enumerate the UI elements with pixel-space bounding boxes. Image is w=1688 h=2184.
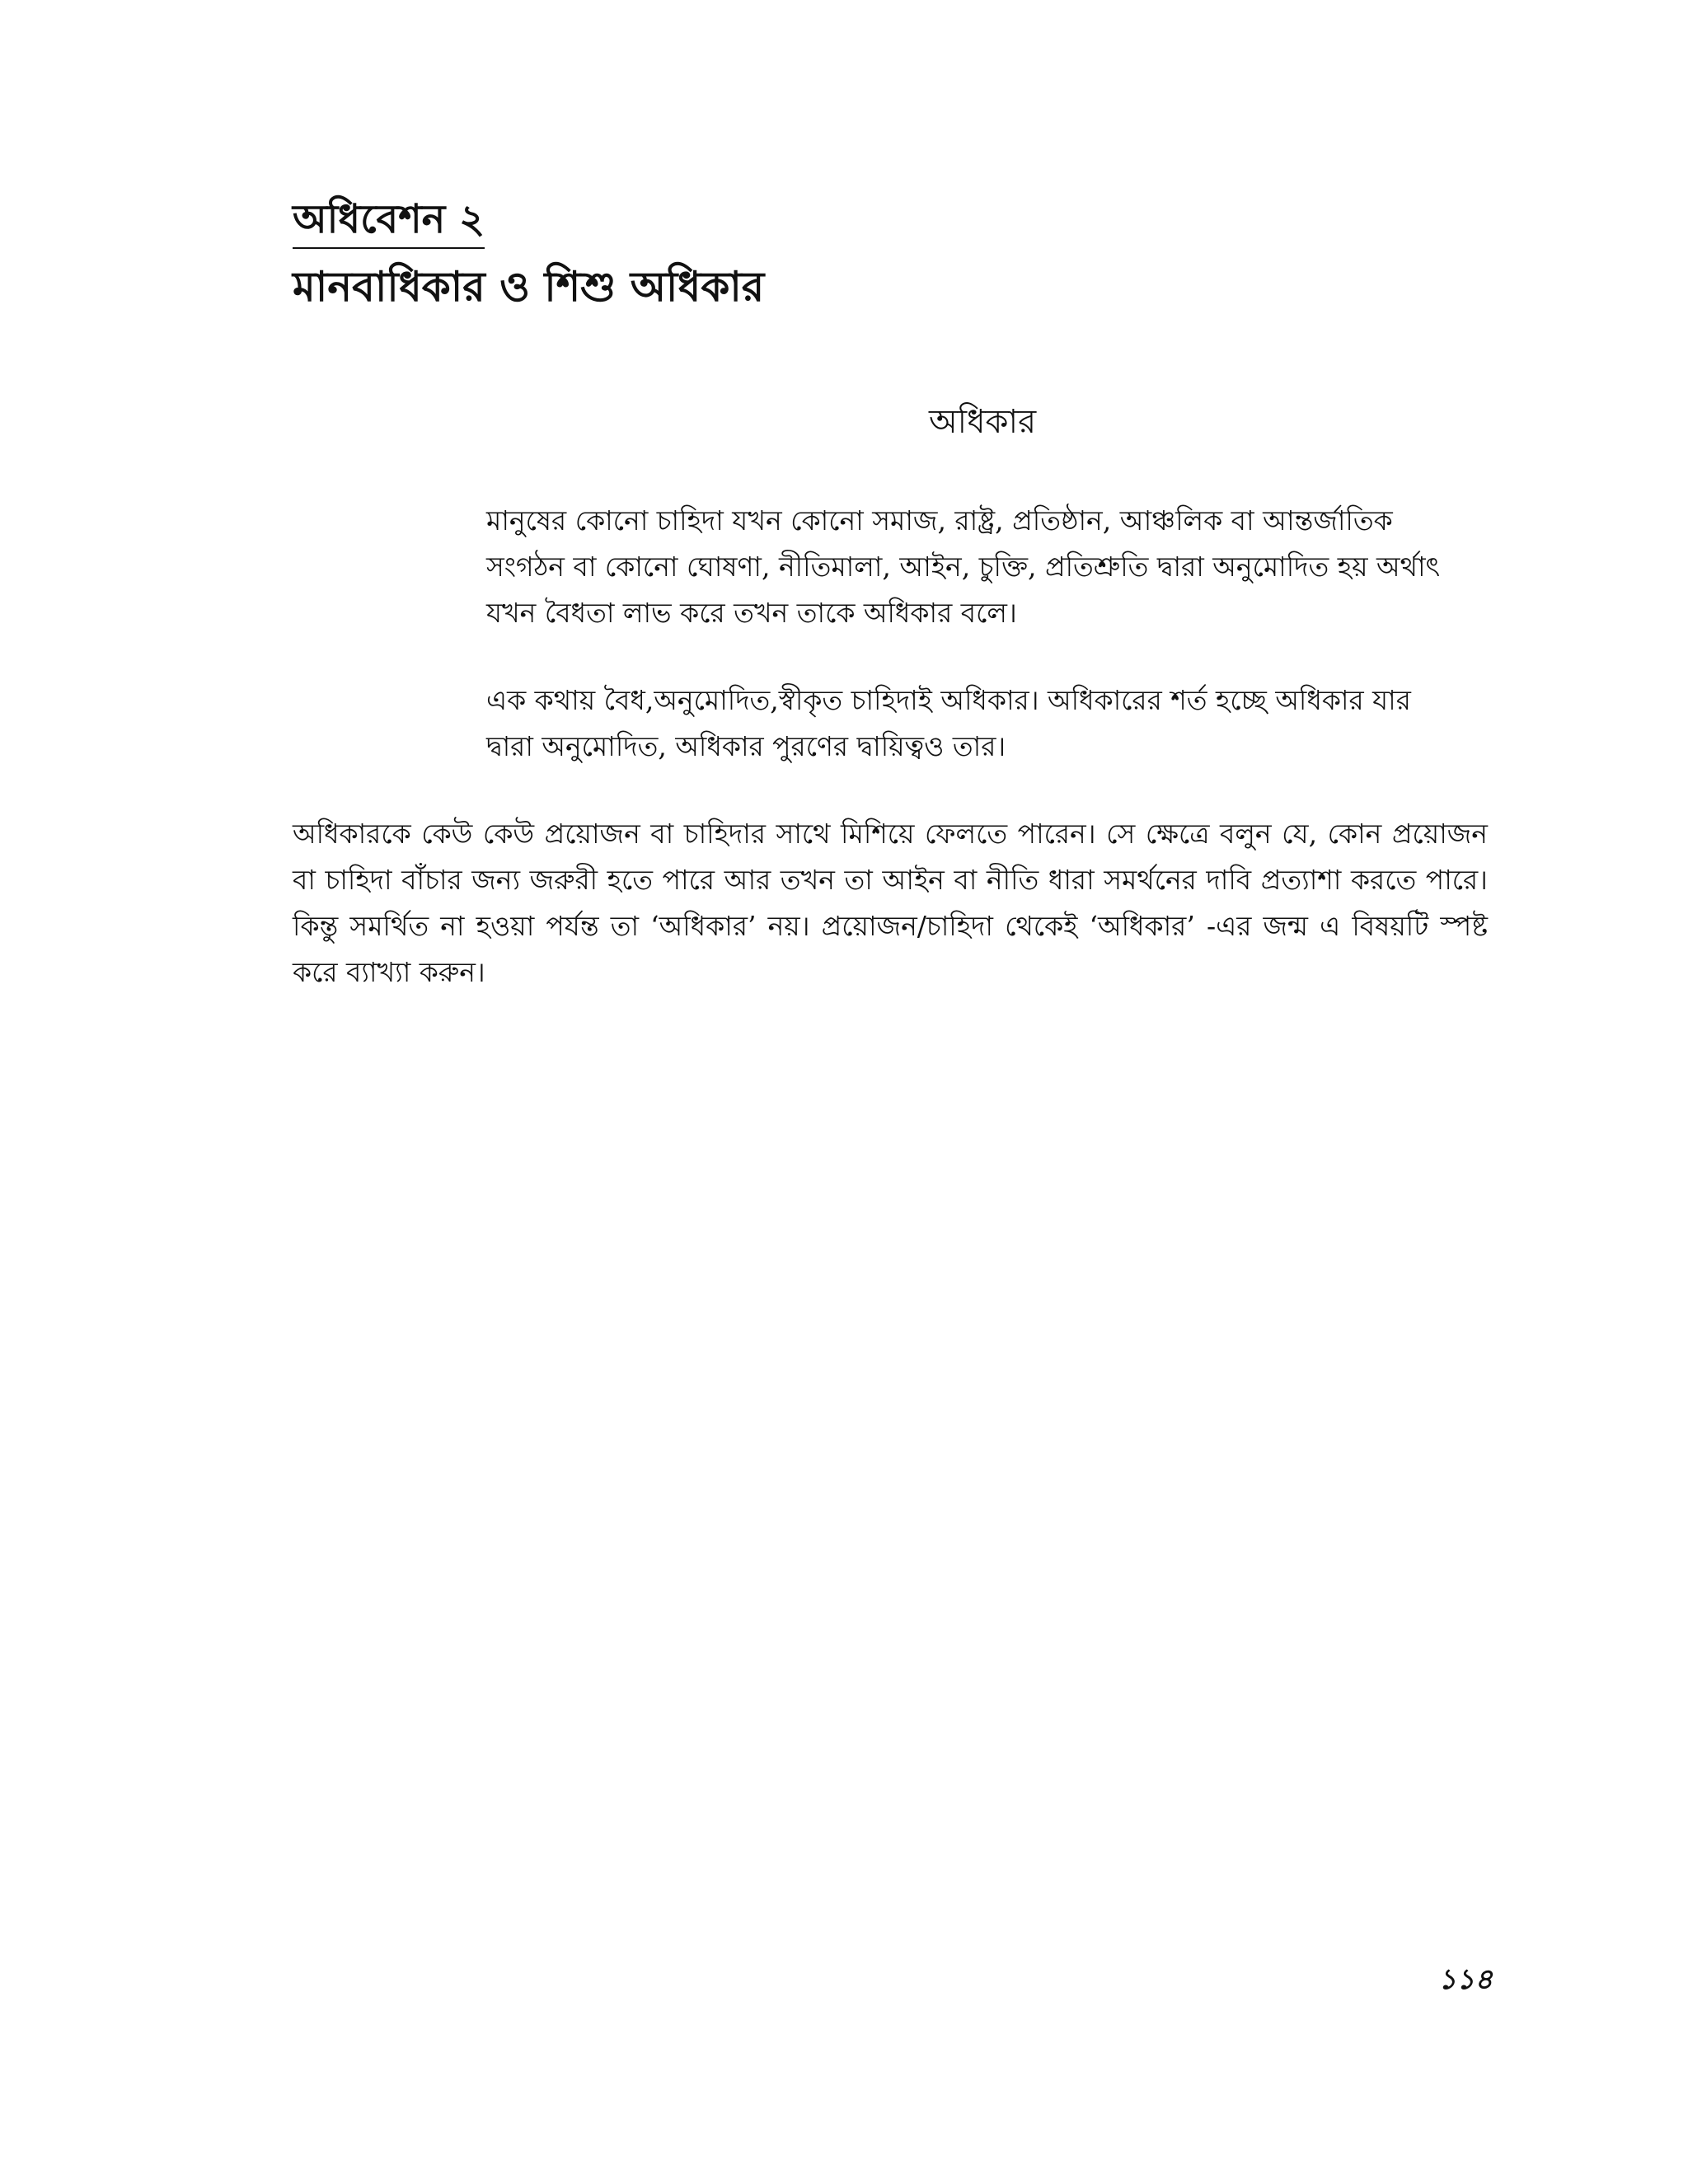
section-heading: অধিকার — [929, 403, 1037, 441]
summary-paragraph: এক কথায় বৈধ,অনুমোদিত,স্বীকৃত চাহিদাই অধিকার। অধিকারের শর্ত হচ্ছে অধিকার যার দ্বারা অনুমোদিত, অধিকার পুরণের দ্বায়িত্বও তার। — [486, 684, 1411, 762]
page-title: মানবাধিকার ও শিশু অধিকার — [293, 262, 765, 311]
page-number: ১১৪ — [1438, 1963, 1493, 1996]
explanation-paragraph: অধিকারকে কেউ কেউ প্রয়োজন বা চাহিদার সাথে মিশিয়ে ফেলতে পারেন। সে ক্ষেত্রে বলুন যে, কোন প্রয়োজন বা চাহিদা বাঁচার জন্য জরুরী হতে পারে আর তখন তা আইন বা নীতি ধারা সমর্থনের দাবি প্রত্যাশা করতে পারে। কিন্তু সমর্থিত না হওয়া পর্যন্ত তা ‘অধিকার’ নয়। প্রয়োজন/চাহিদা থেকেই ‘অধিকার’ -এর জন্ম এ বিষয়টি স্পষ্ট করে ব্যাখ্যা করুন। — [293, 818, 1488, 988]
definition-paragraph: মানুষের কোনো চাহিদা যখন কোনো সমাজ, রাষ্ট্র, প্রতিষ্ঠান, আঞ্চলিক বা আন্তর্জাতিক সংগঠন বা কোনো ঘোষণা, নীতিমালা, আইন, চুক্তি, প্রতিশ্রুতি দ্বারা অনুমোদিত হয় অর্থাৎ যখন বৈধতা লাভ করে তখন তাকে অধিকার বলে। — [486, 504, 1441, 629]
session-label: অধিবেশন ২ — [293, 196, 485, 249]
